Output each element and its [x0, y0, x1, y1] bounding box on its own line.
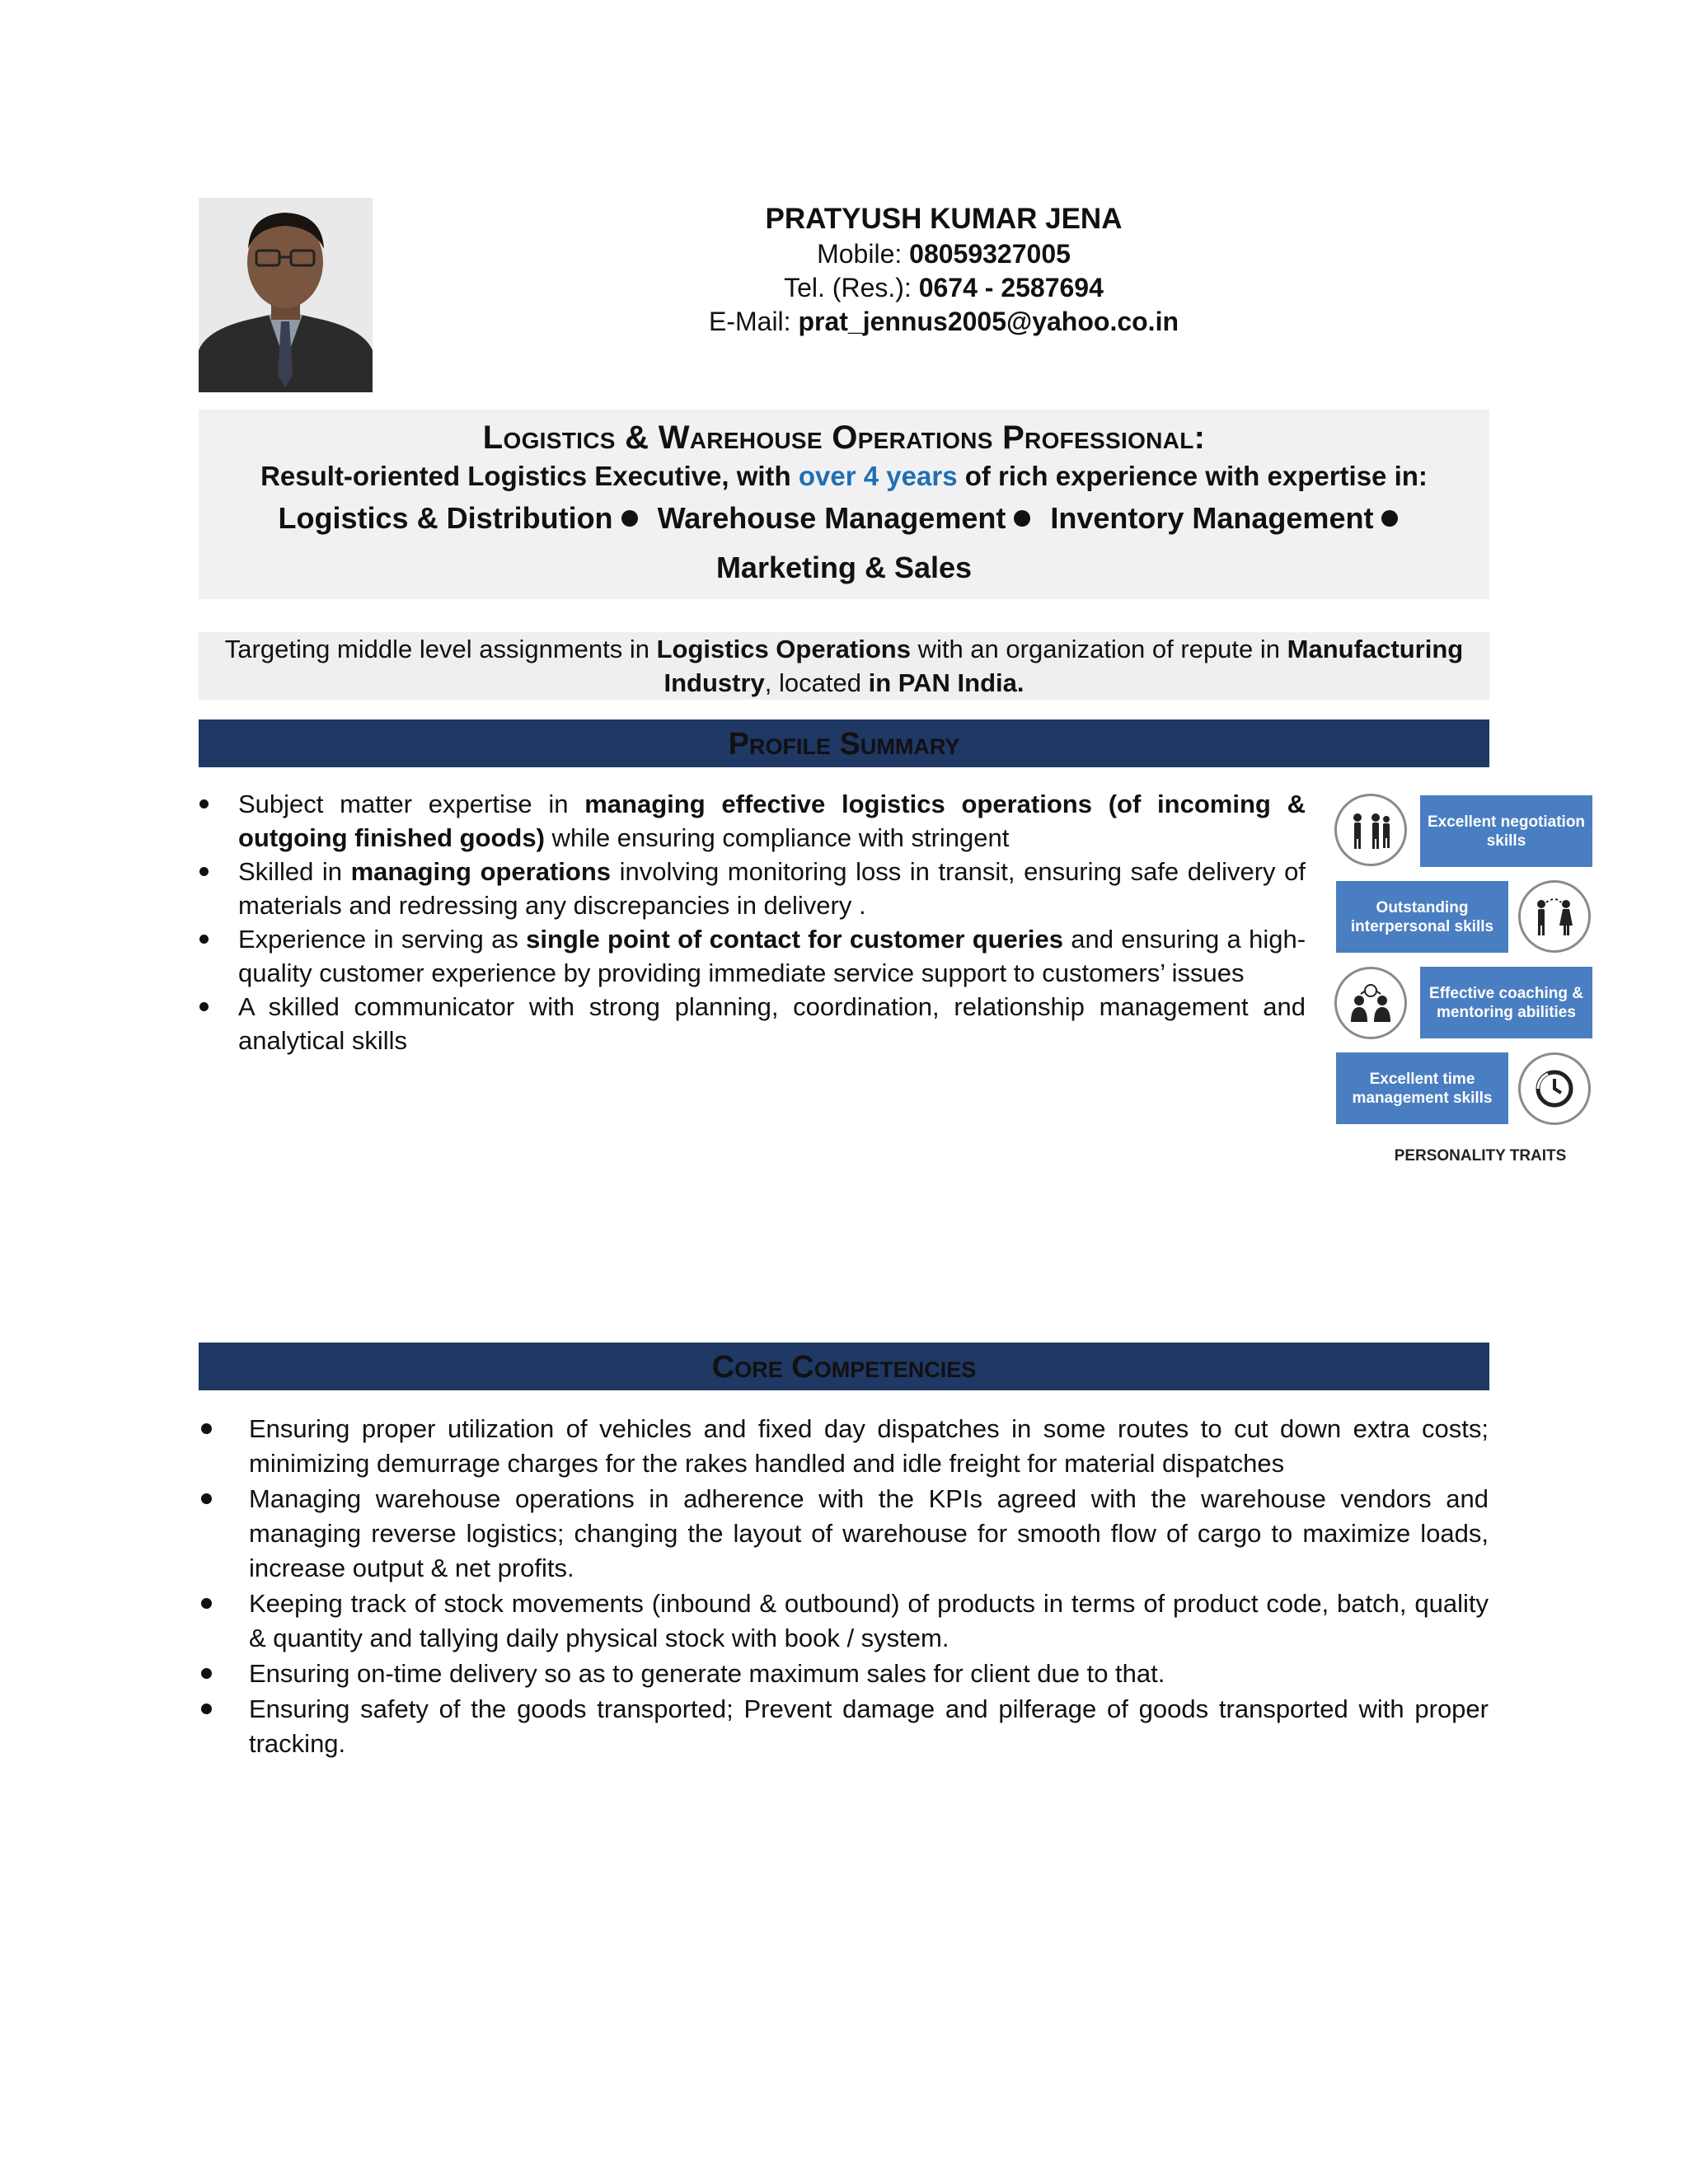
- tel-line: Tel. (Res.): 0674 - 2587694: [784, 273, 1104, 302]
- headline-subtitle: Result-oriented Logistics Executive, with over 4 years of rich experience with expertise in:: [260, 461, 1428, 491]
- handshake-people-icon: [1518, 880, 1591, 953]
- expertise-area: Logistics & Distribution: [278, 501, 613, 535]
- list-item: A skilled communicator with strong planning, coordination, relationship management and analytical skills: [238, 990, 1306, 1057]
- trait-box: Excellent time management skills: [1336, 1052, 1508, 1124]
- list-item: Ensuring safety of the goods transported; Prevent damage and pilferage of goods transported with proper tracking.: [249, 1692, 1489, 1761]
- trait-box: Effective coaching & mentoring abilities: [1420, 967, 1592, 1038]
- email-address: prat_jennus2005@yahoo.co.in: [798, 307, 1179, 336]
- bullet-dot: [621, 510, 638, 527]
- mobile-number: 08059327005: [909, 239, 1071, 269]
- section-bar-core-competencies: [199, 1343, 1489, 1390]
- expertise-area: Marketing & Sales: [715, 551, 973, 584]
- mobile-line: Mobile: 08059327005: [817, 239, 1071, 269]
- trait-box: Outstanding interpersonal skills: [1336, 881, 1508, 953]
- bullet-dot: [1381, 510, 1398, 527]
- targeting-statement: Targeting middle level assignments in Logistics Operations with an organization of repute in Manufacturing Industry, located in PAN India.: [199, 632, 1489, 700]
- personality-traits-graphic: [1324, 787, 1604, 1174]
- core-competencies-list: [249, 1412, 1489, 1762]
- list-item: Skilled in managing operations involving monitoring loss in transit, ensuring safe delivery of materials and redressing any discrepancies in delivery .: [238, 855, 1306, 922]
- profile-summary-list: [238, 787, 1306, 1057]
- profile-photo: [199, 198, 373, 392]
- people-group-icon: [1334, 794, 1407, 866]
- headline-box: [199, 410, 1489, 599]
- expertise-area: Inventory Management: [1050, 501, 1374, 535]
- list-item: Ensuring on-time delivery so as to generate maximum sales for client due to that.: [249, 1657, 1489, 1691]
- section-title: Core Competencies: [711, 1350, 977, 1385]
- clock-icon: [1518, 1052, 1591, 1125]
- email-line: E-Mail: prat_jennus2005@yahoo.co.in: [708, 307, 1179, 336]
- list-item: Managing warehouse operations in adherence with the KPIs agreed with the warehouse vendors and managing reverse logistics; changing the layout of warehouse for smooth flow of cargo to maximize loads, increase output & net profits.: [249, 1482, 1489, 1586]
- list-item: Experience in serving as single point of contact for customer queries and ensuring a high-quality customer experience by providing immediate service support to customers’ issues: [238, 922, 1306, 990]
- bullet-dot: [1014, 510, 1030, 527]
- contact-header: [577, 201, 1311, 339]
- traits-caption: PERSONALITY TRAITS: [1394, 1147, 1567, 1165]
- experience-highlight: over 4 years: [798, 461, 958, 491]
- list-item: Keeping track of stock movements (inbound & outbound) of products in terms of product code, batch, quality & quantity and tallying daily physical stock with book / system.: [249, 1586, 1489, 1656]
- mentoring-icon: [1334, 967, 1407, 1039]
- list-item: Subject matter expertise in managing effective logistics operations (of incoming & outgoing finished goods) while ensuring compliance with stringent: [238, 787, 1306, 855]
- tel-number: 0674 - 2587694: [918, 273, 1104, 302]
- candidate-name: PRATYUSH KUMAR JENA: [765, 203, 1123, 235]
- section-title: Profile Summary: [728, 727, 960, 762]
- list-item: Ensuring proper utilization of vehicles and fixed day dispatches in some routes to cut down extra costs; minimizing demurrage charges for the rakes handled and idle freight for material dispatches: [249, 1412, 1489, 1481]
- expertise-area: Warehouse Management: [657, 501, 1006, 535]
- section-bar-profile-summary: [199, 719, 1489, 767]
- professional-title: Logistics & Warehouse Operations Professional:: [482, 419, 1206, 456]
- expertise-areas: [199, 494, 1489, 593]
- trait-box: Excellent negotiation skills: [1420, 795, 1592, 867]
